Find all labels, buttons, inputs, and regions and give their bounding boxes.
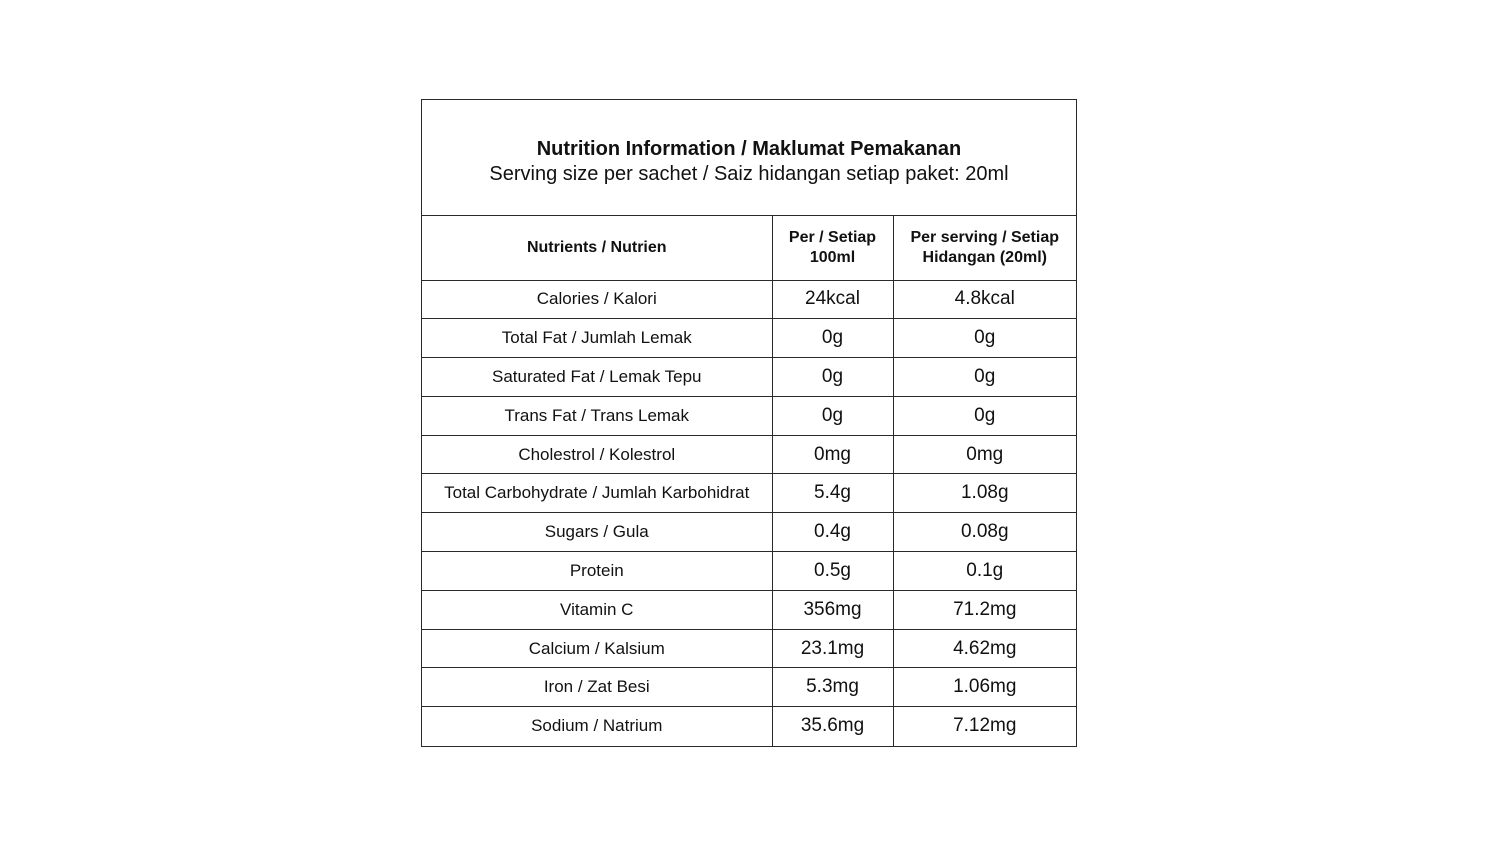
table-row: [422, 629, 1076, 668]
per-serving-cell: 0g: [893, 396, 1076, 435]
table-row: [422, 280, 1076, 319]
nutrient-cell: Trans Fat / Trans Lemak: [422, 396, 772, 435]
per-serving-cell: 1.08g: [893, 474, 1076, 513]
table-body: [422, 280, 1076, 746]
nutrition-panel: [421, 99, 1077, 747]
per-100ml-cell: 0g: [772, 396, 893, 435]
table-row: [422, 474, 1076, 513]
nutrient-cell: Saturated Fat / Lemak Tepu: [422, 358, 772, 397]
table-header-row: [422, 216, 1076, 280]
nutrient-cell: Cholestrol / Kolestrol: [422, 435, 772, 474]
table-row: [422, 358, 1076, 397]
per-100ml-cell: 0.4g: [772, 513, 893, 552]
nutrient-cell: Iron / Zat Besi: [422, 668, 772, 707]
per-100ml-cell: 24kcal: [772, 280, 893, 319]
column-header-per-serving: Per serving / Setiap Hidangan (20ml): [893, 216, 1076, 280]
per-100ml-cell: 5.3mg: [772, 668, 893, 707]
table-row: [422, 590, 1076, 629]
per-serving-cell: 0g: [893, 358, 1076, 397]
per-100ml-cell: 35.6mg: [772, 707, 893, 746]
per-100ml-cell: 0g: [772, 319, 893, 358]
table-row: [422, 435, 1076, 474]
table-row: [422, 396, 1076, 435]
per-100ml-cell: 0.5g: [772, 552, 893, 591]
table-row: [422, 707, 1076, 746]
nutrient-cell: Total Carbohydrate / Jumlah Karbohidrat: [422, 474, 772, 513]
nutrient-cell: Total Fat / Jumlah Lemak: [422, 319, 772, 358]
column-header-per-100ml: Per / Setiap 100ml: [772, 216, 893, 280]
nutrient-cell: Sugars / Gula: [422, 513, 772, 552]
nutrient-cell: Calories / Kalori: [422, 280, 772, 319]
per-100ml-cell: 5.4g: [772, 474, 893, 513]
per-100ml-cell: 356mg: [772, 590, 893, 629]
table-row: [422, 513, 1076, 552]
per-100ml-cell: 0g: [772, 358, 893, 397]
per-serving-cell: 0.08g: [893, 513, 1076, 552]
nutrient-cell: Calcium / Kalsium: [422, 629, 772, 668]
per-serving-cell: 4.8kcal: [893, 280, 1076, 319]
column-header-nutrients: Nutrients / Nutrien: [422, 216, 772, 280]
table-row: [422, 319, 1076, 358]
nutrient-cell: Protein: [422, 552, 772, 591]
nutrition-table: [422, 216, 1076, 746]
per-serving-cell: 7.12mg: [953, 715, 1017, 737]
per-serving-cell: 4.62mg: [893, 629, 1076, 668]
per-serving-cell: 1.06mg: [893, 668, 1076, 707]
panel-title: Nutrition Information / Maklumat Pemakanan: [536, 137, 962, 160]
per-serving-cell: 0mg: [893, 435, 1076, 474]
table-row: [422, 668, 1076, 707]
nutrient-cell: Vitamin C: [422, 590, 772, 629]
nutrient-cell: Sodium / Natrium: [422, 707, 772, 746]
per-100ml-cell: 23.1mg: [772, 629, 893, 668]
serving-size-subtitle: Serving size per sachet / Saiz hidangan setiap paket: 20ml: [489, 162, 1009, 185]
per-serving-cell: 0.1g: [893, 552, 1076, 591]
per-serving-cell: 71.2mg: [893, 590, 1076, 629]
nutrition-header: [422, 100, 1076, 216]
per-100ml-cell: 0mg: [772, 435, 893, 474]
table-row: [422, 552, 1076, 591]
per-serving-cell: 0g: [893, 319, 1076, 358]
